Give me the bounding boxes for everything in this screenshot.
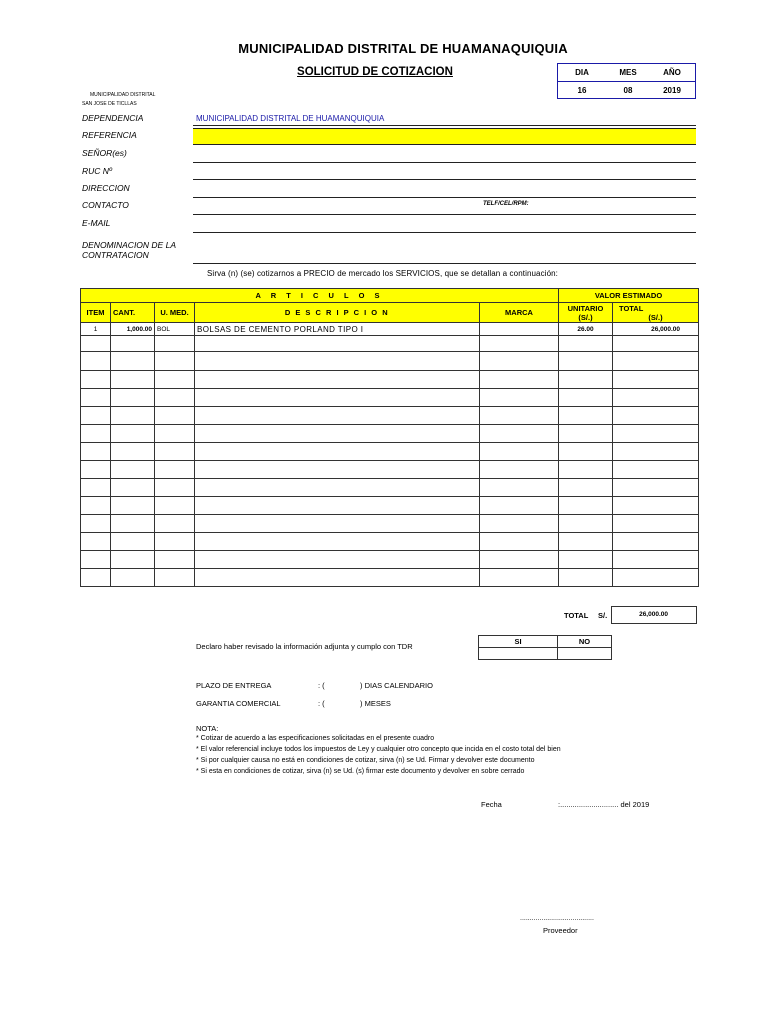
signature-line: ...................................... xyxy=(520,915,594,922)
table-cell[interactable] xyxy=(81,425,111,443)
table-cell[interactable] xyxy=(111,389,155,407)
col-total xyxy=(613,303,699,323)
total-box xyxy=(611,606,697,624)
si-checkbox[interactable] xyxy=(479,648,558,660)
senor-label: SEÑOR(es) xyxy=(82,148,127,158)
row-umed: BOL xyxy=(155,323,195,336)
table-row xyxy=(81,407,699,425)
intro-text: Sirva (n) (se) cotizarnos a PRECIO de mercado los SERVICIOS, que se detallan a continuación: xyxy=(207,269,558,278)
table-cell[interactable] xyxy=(81,371,111,389)
email-label: E-MAIL xyxy=(82,218,111,228)
table-cell[interactable] xyxy=(559,425,613,443)
table-cell[interactable] xyxy=(195,515,480,533)
table-cell[interactable] xyxy=(81,551,111,569)
table-cell[interactable] xyxy=(613,533,699,551)
nota-line: * El valor referencial incluye todos los impuestos de Ley y cualquier otro concepto que incida en el costo total del bien xyxy=(196,746,561,753)
table-cell[interactable] xyxy=(111,461,155,479)
table-cell[interactable] xyxy=(480,443,559,461)
table-cell[interactable] xyxy=(155,515,195,533)
table-cell[interactable] xyxy=(111,443,155,461)
table-cell[interactable] xyxy=(559,407,613,425)
si-label: SI xyxy=(479,636,558,648)
table-row xyxy=(81,352,699,371)
table-cell[interactable] xyxy=(195,443,480,461)
table-cell[interactable] xyxy=(81,497,111,515)
table-cell[interactable] xyxy=(613,371,699,389)
col-unitario xyxy=(559,303,613,323)
no-label: NO xyxy=(558,636,612,648)
table-cell[interactable] xyxy=(155,407,195,425)
table-cell[interactable] xyxy=(613,407,699,425)
table-cell[interactable] xyxy=(480,497,559,515)
table-cell[interactable] xyxy=(480,336,559,352)
col-desc: D E S C R I P C I O N xyxy=(195,303,480,323)
table-cell[interactable] xyxy=(195,479,480,497)
declaracion-text: Declaro haber revisado la información adjunta y cumplo con TDR xyxy=(196,642,413,651)
table-cell[interactable] xyxy=(195,336,480,352)
direccion-label: DIRECCION xyxy=(82,183,130,193)
table-cell[interactable] xyxy=(195,497,480,515)
col-marca: MARCA xyxy=(480,303,559,323)
table-cell[interactable] xyxy=(195,407,480,425)
referencia-label: REFERENCIA xyxy=(82,130,137,140)
table-cell[interactable] xyxy=(480,551,559,569)
table-cell[interactable] xyxy=(111,569,155,587)
table-cell[interactable] xyxy=(155,443,195,461)
table-cell[interactable] xyxy=(155,371,195,389)
table-cell[interactable] xyxy=(613,479,699,497)
nota-line: * Cotizar de acuerdo a las especificaciones solicitadas en el presente cuadro xyxy=(196,735,435,742)
col-unitario-line1: UNITARIO xyxy=(567,303,604,313)
no-checkbox[interactable] xyxy=(558,648,612,660)
table-cell[interactable] xyxy=(155,336,195,352)
table-cell[interactable] xyxy=(559,461,613,479)
garantia-open: : ( xyxy=(318,699,325,708)
table-cell[interactable] xyxy=(195,551,480,569)
date-dia-label: DIA xyxy=(575,68,589,77)
table-cell[interactable] xyxy=(559,515,613,533)
email-field[interactable] xyxy=(193,232,696,233)
plazo-entrega-unit: ) DIAS CALENDARIO xyxy=(360,681,433,690)
table-cell[interactable] xyxy=(480,479,559,497)
date-box xyxy=(557,63,696,99)
senor-field[interactable] xyxy=(193,162,696,163)
table-cell[interactable] xyxy=(559,551,613,569)
ruc-label: RUC Nº xyxy=(82,166,113,176)
table-row xyxy=(81,551,699,569)
dependencia-value: MUNICIPALIDAD DISTRITAL DE HUAMANQUIQUIA xyxy=(196,114,385,123)
table-cell[interactable] xyxy=(559,497,613,515)
table-cell[interactable] xyxy=(111,533,155,551)
table-row xyxy=(81,533,699,551)
row-unit: 26.00 xyxy=(559,323,613,336)
table-cell[interactable] xyxy=(155,461,195,479)
referencia-field[interactable] xyxy=(193,128,696,145)
row-item: 1 xyxy=(81,323,111,336)
direccion-field[interactable] xyxy=(193,197,696,198)
total-value: 26,000.00 xyxy=(639,611,668,618)
ruc-field[interactable] xyxy=(193,179,696,180)
total-label: TOTAL xyxy=(564,611,589,620)
table-cell[interactable] xyxy=(81,533,111,551)
denominacion-label-2: CONTRATACION xyxy=(82,250,149,260)
document-subtitle: SOLICITUD DE COTIZACION xyxy=(297,66,453,78)
table-row xyxy=(81,425,699,443)
table-cell[interactable] xyxy=(480,352,559,371)
proveedor-label: Proveedor xyxy=(543,926,578,935)
nota-line: * Si por cualquier causa no está en condiciones de cotizar, sirva (n) se Ud. Firmar y devolver este documento xyxy=(196,757,535,764)
table-cell[interactable] xyxy=(613,551,699,569)
table-cell[interactable] xyxy=(155,425,195,443)
nota-title: NOTA: xyxy=(196,724,219,733)
dependencia-label: DEPENDENCIA xyxy=(82,113,144,123)
contacto-label: CONTACTO xyxy=(82,200,129,210)
row-desc: BOLSAS DE CEMENTO PORLAND TIPO I xyxy=(195,323,480,336)
date-anio-value: 2019 xyxy=(663,86,681,95)
table-cell[interactable] xyxy=(81,479,111,497)
table-row xyxy=(81,336,699,352)
table-cell[interactable] xyxy=(111,515,155,533)
col-total-line1: TOTAL xyxy=(619,303,644,313)
table-cell[interactable] xyxy=(480,425,559,443)
table-cell[interactable] xyxy=(480,533,559,551)
table-cell[interactable] xyxy=(81,443,111,461)
divider xyxy=(193,125,696,126)
table-cell[interactable] xyxy=(81,569,111,587)
table-cell[interactable] xyxy=(613,497,699,515)
table-cell[interactable] xyxy=(155,551,195,569)
table-cell[interactable] xyxy=(81,389,111,407)
row-cant: 1,000.00 xyxy=(111,323,155,336)
table-cell[interactable] xyxy=(155,479,195,497)
date-anio-label: AÑO xyxy=(663,68,681,77)
denominacion-field[interactable] xyxy=(193,263,696,264)
table-row xyxy=(81,443,699,461)
table-cell[interactable] xyxy=(613,336,699,352)
table-cell[interactable] xyxy=(195,569,480,587)
fecha-value: :............................ del 2019 xyxy=(558,800,650,809)
table-cell[interactable] xyxy=(480,371,559,389)
table-cell[interactable] xyxy=(195,461,480,479)
articles-table xyxy=(80,288,699,587)
table-cell[interactable] xyxy=(480,461,559,479)
table-cell[interactable] xyxy=(559,533,613,551)
table-row xyxy=(81,461,699,479)
table-cell[interactable] xyxy=(559,336,613,352)
date-mes-value: 08 xyxy=(623,86,633,95)
table-row xyxy=(81,371,699,389)
table-cell[interactable] xyxy=(155,352,195,371)
articulos-header: A R T I C U L O S xyxy=(81,289,559,303)
table-cell[interactable] xyxy=(559,479,613,497)
table-cell[interactable] xyxy=(111,352,155,371)
date-dia-value: 16 xyxy=(577,86,587,95)
table-cell[interactable] xyxy=(559,371,613,389)
table-cell[interactable] xyxy=(155,569,195,587)
table-cell[interactable] xyxy=(81,352,111,371)
table-row xyxy=(81,479,699,497)
table-cell[interactable] xyxy=(613,352,699,371)
table-cell[interactable] xyxy=(111,479,155,497)
table-cell[interactable] xyxy=(559,443,613,461)
col-item: ITEM xyxy=(81,303,111,323)
table-row xyxy=(81,497,699,515)
garantia-unit: ) MESES xyxy=(360,699,391,708)
table-row xyxy=(81,323,699,336)
table-cell[interactable] xyxy=(613,443,699,461)
denominacion-label-1: DENOMINACION DE LA xyxy=(82,240,176,250)
nota-line: * Si esta en condiciones de cotizar, sirva (n) se Ud. (s) firmar este documento y devolver en sobre cerrado xyxy=(196,768,525,775)
table-cell[interactable] xyxy=(195,425,480,443)
table-cell[interactable] xyxy=(111,497,155,515)
garantia-label: GARANTIA COMERCIAL xyxy=(196,699,281,708)
table-cell[interactable] xyxy=(559,569,613,587)
page-title: MUNICIPALIDAD DISTRITAL DE HUAMANAQUIQUIA xyxy=(238,41,568,56)
table-cell[interactable] xyxy=(613,425,699,443)
table-cell[interactable] xyxy=(195,533,480,551)
si-no-table xyxy=(478,635,612,660)
table-cell[interactable] xyxy=(195,371,480,389)
col-total-line2: (S/.) xyxy=(648,312,663,322)
table-cell[interactable] xyxy=(480,407,559,425)
plazo-entrega-open: : ( xyxy=(318,681,325,690)
table-cell[interactable] xyxy=(111,425,155,443)
table-cell[interactable] xyxy=(155,497,195,515)
table-cell[interactable] xyxy=(111,336,155,352)
col-umed: U. MED. xyxy=(155,303,195,323)
table-row xyxy=(81,389,699,407)
table-cell[interactable] xyxy=(81,515,111,533)
table-cell[interactable] xyxy=(111,551,155,569)
table-cell[interactable] xyxy=(195,389,480,407)
table-row xyxy=(81,569,699,587)
row-total: 26,000.00 xyxy=(613,323,699,336)
table-cell[interactable] xyxy=(480,569,559,587)
table-cell[interactable] xyxy=(613,515,699,533)
table-cell[interactable] xyxy=(81,336,111,352)
table-cell[interactable] xyxy=(480,515,559,533)
table-cell[interactable] xyxy=(155,533,195,551)
table-cell[interactable] xyxy=(559,389,613,407)
small-place-label: SAN JOSE DE TICLLAS xyxy=(82,101,137,107)
telf-label: TELF/CEL/RPM: xyxy=(483,201,529,207)
table-row xyxy=(81,515,699,533)
table-cell[interactable] xyxy=(195,352,480,371)
fecha-label: Fecha xyxy=(481,800,502,809)
row-marca xyxy=(480,323,559,336)
col-unitario-line2: (S/.) xyxy=(578,312,593,322)
plazo-entrega-label: PLAZO DE ENTREGA xyxy=(196,681,272,690)
col-cant: CANT. xyxy=(111,303,155,323)
table-cell[interactable] xyxy=(155,389,195,407)
table-cell[interactable] xyxy=(613,461,699,479)
table-cell[interactable] xyxy=(81,461,111,479)
date-mes-label: MES xyxy=(619,68,637,77)
small-org-label: MUNICIPALIDAD DISTRITAL xyxy=(90,92,156,98)
table-cell[interactable] xyxy=(111,371,155,389)
table-cell[interactable] xyxy=(111,407,155,425)
table-cell[interactable] xyxy=(559,352,613,371)
contacto-field[interactable] xyxy=(193,214,696,215)
table-cell[interactable] xyxy=(613,389,699,407)
table-cell[interactable] xyxy=(81,407,111,425)
table-cell[interactable] xyxy=(613,569,699,587)
table-cell[interactable] xyxy=(480,389,559,407)
total-currency: S/. xyxy=(598,611,608,620)
valor-estimado-header: VALOR ESTIMADO xyxy=(559,289,699,303)
